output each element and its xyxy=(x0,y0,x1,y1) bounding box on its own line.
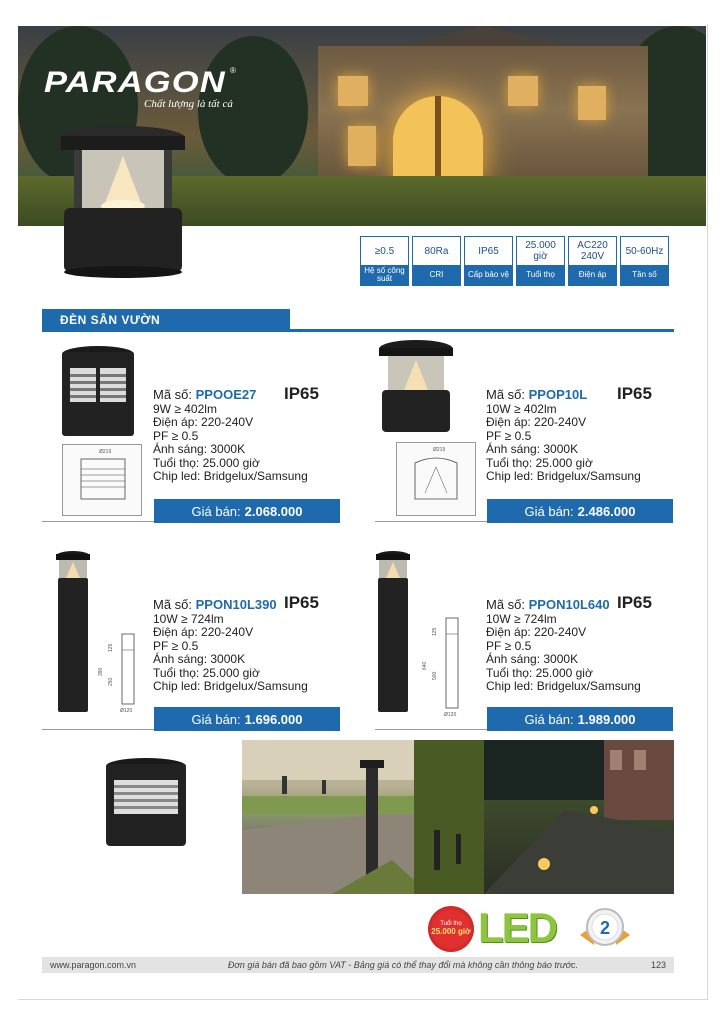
drawing-4-body: 500 xyxy=(432,671,438,680)
product-2-drawing xyxy=(396,442,476,516)
footer-url[interactable]: www.paragon.com.vn xyxy=(50,960,137,970)
logo-registered-mark: ® xyxy=(230,66,236,75)
product-4-info: Mã số: PPON10L640 10W ≥ 724lm Điện áp: 220-240V PF ≥ 0.5 Ánh sáng: 3000K Tuổi thọ: 25.000 giờ Chip led: Bridgelux/Samsung xyxy=(486,597,641,693)
product-3-image xyxy=(54,550,92,714)
product-4-price: Giá bán: 1.989.000 xyxy=(487,707,673,731)
led-logo: LED xyxy=(478,904,556,951)
warranty-badge xyxy=(580,905,630,949)
product-1-price: Giá bán: 2.068.000 xyxy=(154,499,340,523)
page-number: 123 xyxy=(650,960,666,970)
product-1-code: PPOOE27 xyxy=(195,387,257,402)
drawing-1-width: Ø219 xyxy=(99,449,112,455)
section-title: ĐÈN SÂN VƯỜN xyxy=(42,309,290,331)
spec-ip-rating: IP65 Cấp bảo vệ xyxy=(464,236,513,286)
product-2-info: Mã số: PPOP10L 10W ≥ 402lm Điện áp: 220-240V PF ≥ 0.5 Ánh sáng: 3000K Tuổi thọ: 25.000 giờ Chip led: Bridgelux/Samsung xyxy=(486,387,641,483)
drawing-4-top: 125 xyxy=(432,627,438,636)
product-3-price: Giá bán: 1.696.000 xyxy=(154,707,340,731)
spec-voltage: AC220 240V Điện áp xyxy=(568,236,617,286)
product-4-ip: IP65 xyxy=(617,593,652,612)
spec-badges xyxy=(360,236,669,286)
spec-power-factor: ≥0.5 Hệ số công suất xyxy=(360,236,409,286)
product-3-drawing xyxy=(96,632,152,716)
footer-note: Đơn giá bán đã bao gồm VAT - Bảng giá có thể thay đổi mà không cần thông báo trước. xyxy=(227,960,579,970)
garden-photo-day xyxy=(242,740,414,894)
product-1-ip: IP65 xyxy=(284,384,319,403)
spec-lifetime: 25.000 giờ Tuổi thọ xyxy=(516,236,565,286)
product-2-ip: IP65 xyxy=(617,384,652,403)
product-3-info: Mã số: PPON10L390 10W ≥ 724lm Điện áp: 220-240V PF ≥ 0.5 Ánh sáng: 3000K Tuổi thọ: 25.000 giờ Chip led: Bridgelux/Samsung xyxy=(153,597,308,693)
drawing-3-body: 250 xyxy=(108,677,114,686)
product-1-image xyxy=(60,346,136,438)
product-2-image xyxy=(378,340,454,436)
spec-frequency: 50-60Hz Tần số xyxy=(620,236,669,286)
product-4-code: PPON10L640 xyxy=(528,597,610,612)
section-divider xyxy=(42,329,674,332)
product-1-info: Mã số: PPOOE27 9W ≥ 402lm Điện áp: 220-240V PF ≥ 0.5 Ánh sáng: 3000K Tuổi thọ: 25.000 giờ Chip led: Bridgelux/Samsung xyxy=(153,387,308,483)
product-4-drawing xyxy=(420,616,476,720)
drawing-4-base: Ø120 xyxy=(444,712,457,718)
bottom-lamp-image xyxy=(104,758,188,848)
product-2-price: Giá bán: 2.486.000 xyxy=(487,499,673,523)
logo-text: PARAGON xyxy=(44,66,226,99)
product-2-code: PPOP10L xyxy=(528,387,588,402)
brand-logo xyxy=(44,66,236,110)
logo-slogan: Chất lượng là tất cả xyxy=(144,98,233,110)
drawing-3-total: 390 xyxy=(98,667,104,676)
spec-cri: 80Ra CRI xyxy=(412,236,461,286)
drawing-4-total: 640 xyxy=(422,661,428,670)
drawing-3-base: Ø120 xyxy=(120,708,133,714)
product-4-image xyxy=(374,550,412,714)
lifetime-seal: Tuổi thọ 25.000 giờ xyxy=(428,906,474,952)
hero-lamp-image xyxy=(58,126,188,278)
drawing-2-width: Ø219 xyxy=(433,447,446,453)
page-footer xyxy=(42,957,674,973)
warranty-years: 2 xyxy=(599,918,611,938)
garden-photo-night xyxy=(414,740,674,894)
product-1-drawing xyxy=(62,444,142,516)
product-3-code: PPON10L390 xyxy=(195,597,277,612)
drawing-3-top: 125 xyxy=(108,643,114,652)
product-3-ip: IP65 xyxy=(284,593,319,612)
